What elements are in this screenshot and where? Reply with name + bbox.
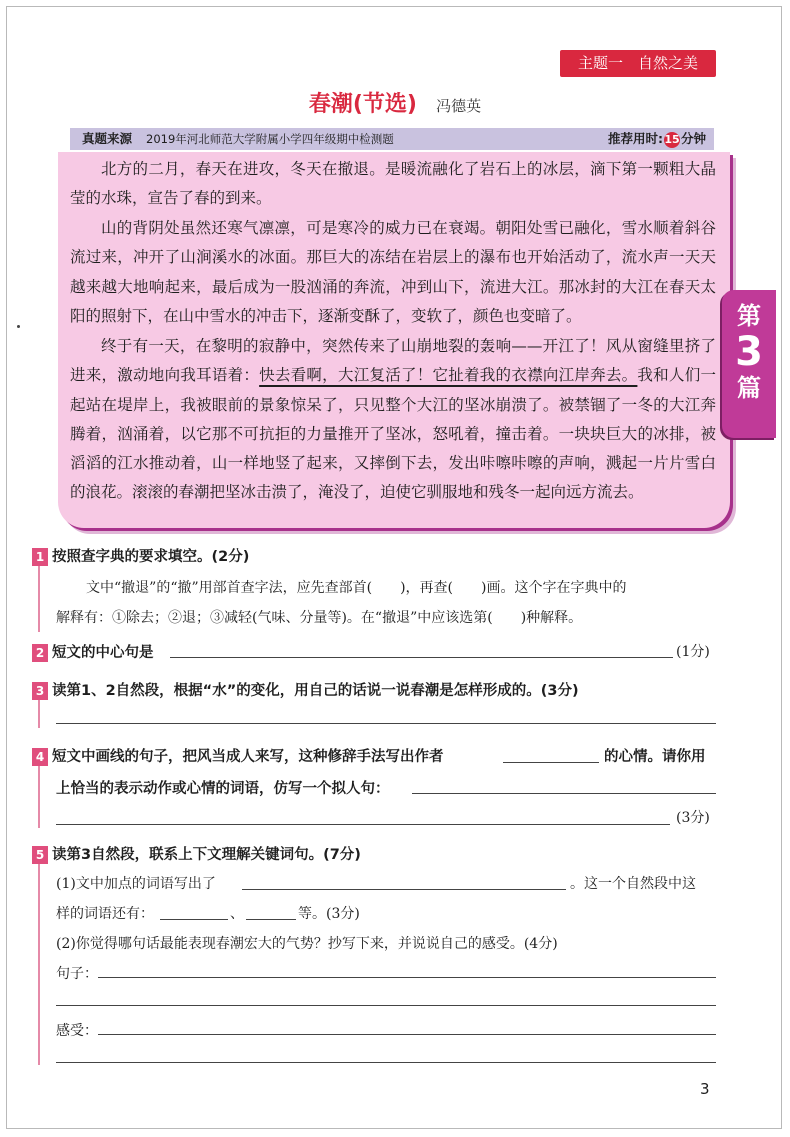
paragraph-1: 北方的二月，春天在进攻，冬天在撤退。是暖流融化了岩石上的冰层，滴下第一颗粗大晶莹的水珠，宣告了春的到来。 — [70, 160, 716, 208]
q4-line2: 上恰当的表示动作或心情的词语，仿写一个拟人句： — [56, 781, 390, 797]
page-number: 3 — [700, 1080, 710, 1098]
tab-number: 3 — [735, 329, 763, 375]
recommended-time — [608, 128, 706, 150]
q4-title-a: 短文中画线的句子，把风当成人来写，这种修辞手法写出作者 — [52, 749, 444, 765]
q5-number: 5 — [32, 846, 48, 864]
rec-label: 推荐用时: — [607, 131, 663, 146]
q5-sentence-label: 句子： — [56, 966, 98, 982]
q5-sentence-line-2[interactable] — [56, 1005, 716, 1006]
q5-word-blank-2[interactable] — [246, 919, 296, 920]
q2-answer-line[interactable] — [170, 657, 673, 658]
q2-heading — [32, 641, 722, 662]
q5-sub1-text-b: 。这一个自然段中这 — [570, 876, 696, 892]
article-author: 冯德英 — [436, 97, 482, 115]
q5-feeling-line-1[interactable] — [98, 1034, 716, 1035]
q1-line2: 解释有：①除去；②退；③减轻(气味、分量等)。在“撤退”中应该选第( )种解释。 — [56, 610, 583, 626]
rec-time-number: 15 — [664, 132, 680, 146]
source-bar — [70, 128, 714, 150]
q3-heading — [32, 679, 722, 700]
q4-answer-line-1[interactable] — [412, 793, 716, 794]
q1-line1: 文中“撤退”的“撤”用部首查字法，应先查部首( )，再查( )画。这个字在字典中的 — [86, 580, 627, 596]
q5-sub1-line2-sep: 、 — [230, 906, 244, 922]
source-label: 真题来源 — [82, 131, 133, 146]
q5-sentence-line-1[interactable] — [98, 977, 716, 978]
q1-title: 按照查字典的要求填空。(2分) — [52, 549, 250, 565]
q4-title-b: 的心情。请你用 — [604, 749, 706, 765]
q2-score: (1分) — [676, 644, 710, 660]
q5-title: 读第3自然段，联系上下文理解关键词句。(7分) — [52, 847, 361, 863]
underlined-sentence: 快去看啊，大江复活了！它扯着我的衣襟向江岸奔去。 — [259, 366, 638, 385]
paragraph-3-part-b: 我和人们一起站在堤岸上，我被眼前的景象惊呆了，只见整个大江的坚冰崩溃了。被禁锢了一冬的大江奔腾着，汹涌着，以它那不可抗拒的力量推开了坚冰，怒吼着，撞击着。一块块巨大的冰排，被滔滔的江水推动着，山一样地竖了起来，又摔倒下去，发出咔嚓咔嚓的声响，溅起一片片雪白的浪花。滚滚的春潮把坚冰击溃了，淹没了，迫使它驯服地和残冬一起向远方流去。 — [70, 366, 716, 502]
q4-blank[interactable] — [503, 762, 599, 763]
theme-badge: 主题一 自然之美 — [560, 50, 716, 77]
q5-sub1-blank[interactable] — [242, 889, 566, 890]
q1-heading — [32, 545, 722, 566]
source-text: 2019年河北师范大学附属小学四年级期中检测题 — [146, 132, 394, 146]
q2-title: 短文的中心句是 — [52, 645, 154, 661]
article-title: 春潮(节选) — [308, 92, 417, 117]
q5-sub1-text-a: (1)文中加点的词语写出了 — [56, 876, 216, 892]
q5-feeling-label: 感受： — [56, 1023, 98, 1039]
paragraph-3 — [70, 332, 716, 508]
q4-answer-line-2[interactable] — [56, 824, 670, 825]
q4-number: 4 — [32, 748, 48, 766]
paragraph-2: 山的背阴处虽然还寒气凛凛，可是寒冷的威力已在衰竭。朝阳处雪已融化，雪水顺着斜谷流过来，冲开了山涧溪水的冰面。那巨大的冻结在岩层上的瀑布也开始活动了，流水声一天天越来越大地响起来，最后成为一股汹涌的奔流，冲到山下，流进大江。那冰封的大江在春天太阳的照射下，在山中雪水的冲击下，逐渐变酥了，变软了，颜色也变暗了。 — [70, 219, 716, 325]
chapter-tab — [722, 290, 776, 438]
passage-box — [58, 152, 730, 528]
margin-dot — [17, 325, 20, 328]
q2-number: 2 — [32, 644, 48, 662]
tab-char-2: 篇 — [737, 374, 761, 402]
q5-sub1-line2-c: 等。(3分) — [298, 906, 360, 922]
q3-number: 3 — [32, 682, 48, 700]
q5-sub2-text: (2)你觉得哪句话最能表现春潮宏大的气势？抄写下来，并说说自己的感受。(4分) — [56, 936, 558, 952]
q5-bar — [38, 850, 40, 1065]
paragraph-3-part-a: 终于有一天，在黎明的寂静中，突然传来了山崩地裂的轰响——开江了！风从窗缝里挤了进来，激动地向我耳语着： — [70, 337, 716, 385]
tab-char-1: 第 — [737, 302, 761, 330]
q5-heading — [32, 843, 722, 864]
rec-unit: 分钟 — [680, 131, 706, 146]
title-row — [0, 87, 790, 119]
q5-word-blank-1[interactable] — [160, 919, 228, 920]
q1-number: 1 — [32, 548, 48, 566]
q5-sub1-line2-a: 样的词语还有： — [56, 906, 154, 922]
q3-answer-line[interactable] — [56, 723, 716, 724]
q5-feeling-line-2[interactable] — [56, 1062, 716, 1063]
q3-title: 读第1、2自然段，根据“水”的变化，用自己的话说一说春潮是怎样形成的。(3分) — [52, 683, 579, 699]
q4-score: (3分) — [676, 810, 710, 826]
